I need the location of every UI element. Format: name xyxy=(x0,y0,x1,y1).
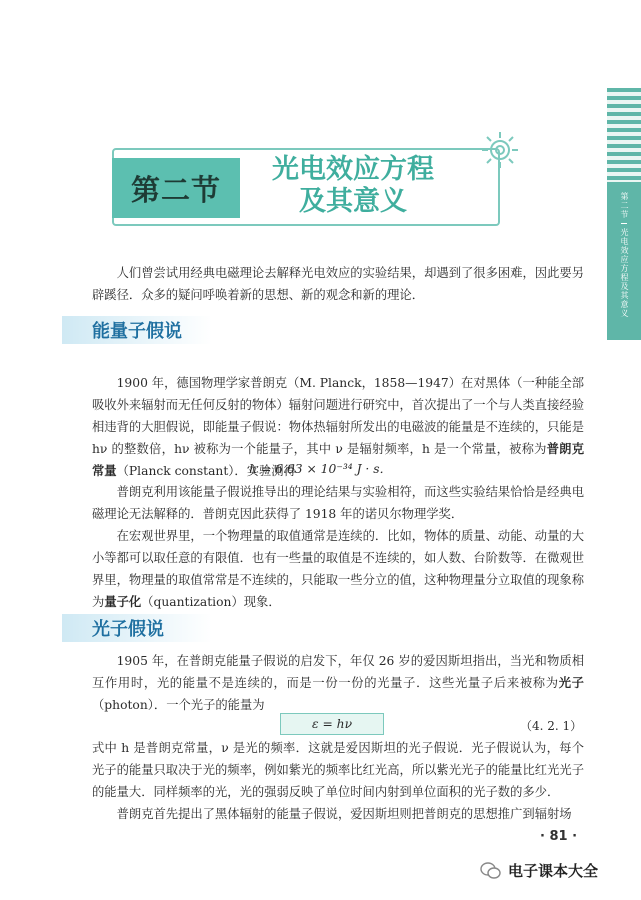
page-number: · 81 · xyxy=(540,829,578,844)
photon-energy-equation: ε = hν xyxy=(280,713,384,735)
side-tab-divider xyxy=(621,223,627,224)
paragraph-einstein: 1905 年，在普朗克能量子假说的启发下，年仅 26 岁的爱因斯坦指出，当光和物质相互作用时，光的能量不是连续的，而是一份一份的光量子．这些光量子后来被称为光子（photon）．一个光子的能量为 xyxy=(92,654,584,712)
side-tab-stripe xyxy=(607,88,641,182)
gear-icon xyxy=(478,128,522,172)
paragraph-planck: 1900 年，德国物理学家普朗克（M. Planck，1858—1947）在对黑体（一种能全部吸收外来辐射而无任何反射的物体）辐射问题进行研究中，首次提出了一个与人类直接经验相违背的大胆假说，即能量子假说：物体热辐射所发出的电磁波的能量是不连续的，只能是 hν 的整数倍，hν 被称为一个能量子，其中 ν 是辐射频率，h 是一个常量，被称为普朗克常量（Planck constant）．实验测得 xyxy=(92,376,585,478)
paragraph-planck-einstein: 普朗克首先提出了黑体辐射的能量子假说，爱因斯坦则把普朗克的思想推广到辐射场 xyxy=(116,807,572,821)
subheading-energy-quantum xyxy=(62,316,212,344)
term-quantization: 量子化 xyxy=(104,595,142,609)
side-tab-title: 光电效应方程及其意义 xyxy=(620,228,629,318)
section-badge xyxy=(112,158,240,218)
watermark-text: 电子课本大全 xyxy=(508,862,599,880)
title-line-2: 及其意义 xyxy=(299,186,407,217)
page-title xyxy=(248,154,458,218)
intro-paragraph: 人们曾尝试用经典电磁理论去解释光电效应的实验结果，却遇到了很多困难，因此要另辟蹊径．众多的疑问呼唤着新的思想、新的观念和新的理论． xyxy=(92,266,584,302)
wechat-icon xyxy=(480,862,502,880)
term-planck-constant: 普朗克常量 xyxy=(92,442,584,478)
paragraph-quantization: 在宏观世界里，一个物理量的取值通常是连续的．比如，物体的质量、动能、动量的大小等都可以取任意的有限值．也有一些量的取值是不连续的，如人数、台阶数等．在微观世界里，物理量的取值常常是不连续的，只能取一些分立的值，这种物理量分立取值的现象称为量子化（quantization）现象． xyxy=(92,529,584,609)
equation-number: （4. 2. 1） xyxy=(520,719,583,733)
section-label: 第二节 xyxy=(130,172,221,207)
paragraph-photon-hypothesis: 式中 h 是普朗克常量，ν 是光的频率．这就是爱因斯坦的光子假说．光子假说认为，每个光子的能量只取决于光的频率，例如紫光的频率比红光高，所以紫光光子的能量比红光光子的能量大．同样频率的光，光的强弱反映了单位时间内射到单位面积的光子数的多少． xyxy=(92,741,584,799)
watermark xyxy=(480,860,598,881)
title-line-1: 光电效应方程 xyxy=(272,154,434,185)
side-tab-section: 第二节 xyxy=(620,192,629,219)
subheading-energy-quantum-label: 能量子假说 xyxy=(92,321,182,342)
subheading-photon xyxy=(62,614,212,642)
subheading-photon-label: 光子假说 xyxy=(92,619,164,640)
term-photon: 光子 xyxy=(558,676,584,690)
paragraph-planck-nobel: 普朗克利用该能量子假说推导出的理论结果与实验相符，而这些实验结果恰恰是经典电磁理论无法解释的．普朗克因此获得了 1918 年的诺贝尔物理学奖． xyxy=(92,485,584,521)
side-tab xyxy=(607,182,641,340)
planck-constant-formula: h = 6.63 × 10⁻³⁴ J · s． xyxy=(249,462,392,476)
